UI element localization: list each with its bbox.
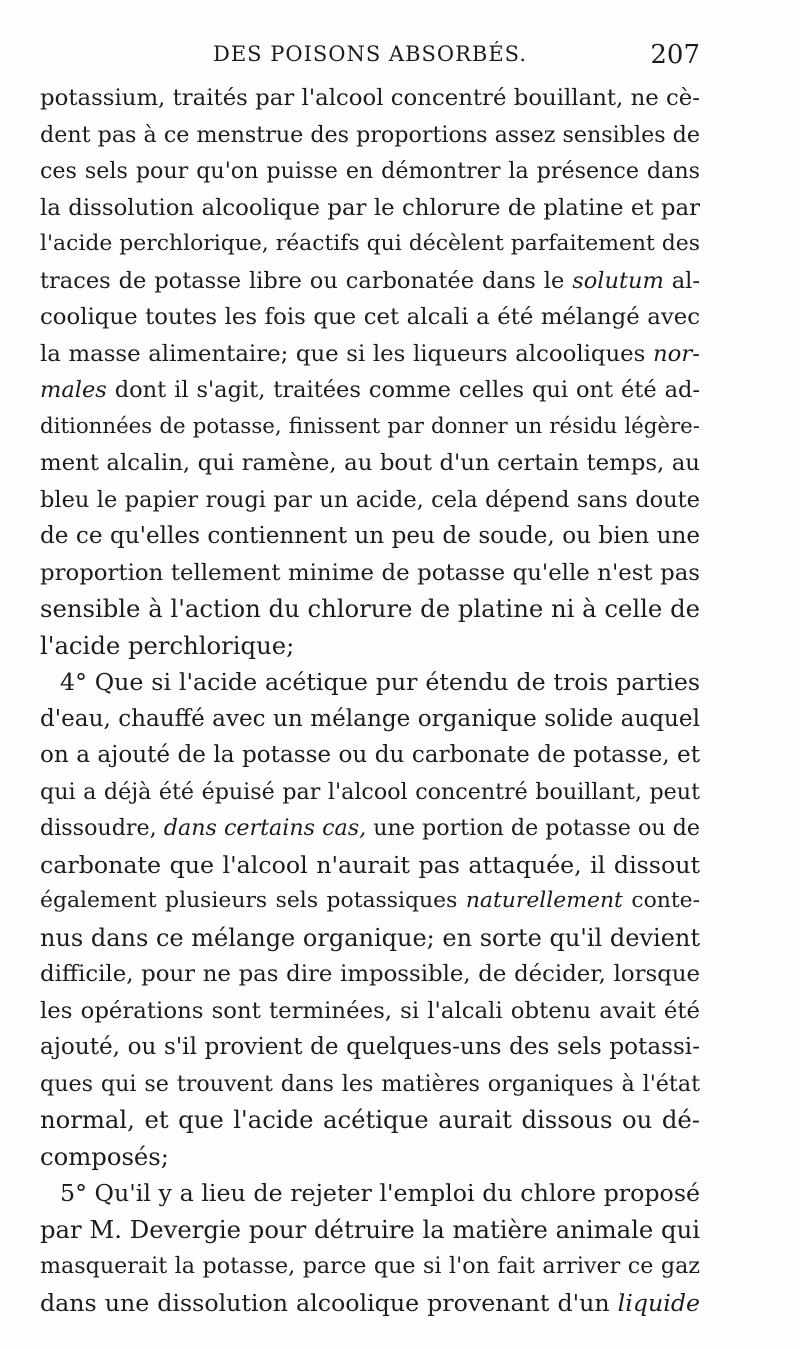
- text-line: [40, 80, 700, 117]
- italic-text: naturellement: [465, 888, 623, 913]
- line-text: sensible à l'action du chlorure de platine ni à celle de: [40, 594, 700, 623]
- text-line: [40, 1212, 700, 1249]
- running-title: DES POISONS ABSORBÉS.: [213, 42, 527, 66]
- text-line: [40, 226, 700, 263]
- line-text: dissoudre,: [40, 815, 164, 841]
- text-line: [40, 518, 700, 555]
- line-text: composés;: [40, 1141, 169, 1171]
- text-line: [40, 190, 700, 227]
- line-text: ces sels pour qu'on puisse en démontrer la présence dans: [40, 158, 700, 184]
- line-text: normal, et que l'acide acétique aurait dissous ou dé-: [40, 1105, 700, 1134]
- text-line: [40, 555, 700, 592]
- text-line: [40, 409, 700, 446]
- line-text: dans une dissolution alcoolique provenant d'un: [40, 1288, 618, 1317]
- line-text: d'eau, chauffé avec un mélange organique solide auquel: [40, 705, 700, 732]
- text-line: [40, 482, 700, 519]
- line-text: ques qui se trouvent dans les matières organiques à l'état: [40, 1070, 700, 1097]
- line-text: la masse alimentaire; que si les liqueurs alcooliques: [40, 340, 653, 367]
- italic-text: dans certains cas,: [163, 815, 367, 841]
- line-text: 4° Que si l'acide acétique pur étendu de trois parties: [60, 668, 700, 696]
- running-header: [40, 38, 700, 74]
- line-text: de ce qu'elles contiennent un peu de soude, ou bien une: [40, 523, 700, 549]
- line-text: par M. Devergie pour détruire la matière animale qui: [40, 1214, 700, 1244]
- line-text: bleu le papier rougi par un acide, cela dépend sans doute: [40, 486, 700, 513]
- line-text: coolique toutes les fois que cet alcali a été mélangé avec: [40, 304, 700, 330]
- italic-text: nor-: [652, 340, 700, 367]
- italic-text: males: [40, 377, 107, 403]
- line-text: ditionnées de potasse, finissent par donner un résidu légère-: [40, 413, 700, 439]
- text-line: [40, 883, 700, 920]
- line-text: carbonate que l'alcool n'aurait pas attaquée, il dissout: [40, 850, 700, 879]
- text-line: [40, 774, 700, 811]
- line-text: 5° Qu'il y a lieu de rejeter l'emploi du chlore proposé: [60, 1179, 700, 1207]
- text-line: [40, 701, 700, 738]
- line-text: qui a déjà été épuisé par l'alcool concentré bouillant, peut: [40, 778, 700, 805]
- text-line: [40, 591, 700, 628]
- text-line: [40, 1175, 700, 1212]
- text-line: [40, 628, 700, 665]
- line-text: ajouté, ou s'il provient de quelques-uns des sels potassi-: [40, 1034, 700, 1060]
- line-text: la dissolution alcoolique par le chlorure de platine et par: [40, 194, 700, 221]
- text-line: [40, 1285, 700, 1322]
- line-text: nus dans ce mélange organique; en sorte qu'il devient: [40, 923, 700, 952]
- line-text: également plusieurs sels potassiques: [40, 888, 466, 913]
- text-line: [40, 1029, 700, 1066]
- text-line: [40, 847, 700, 884]
- text-line: [40, 117, 700, 154]
- text-line: [40, 1248, 700, 1285]
- text-line: [40, 1102, 700, 1139]
- text-line: [40, 153, 700, 190]
- text-line: [40, 445, 700, 482]
- body-text: [40, 80, 700, 1321]
- text-line: [40, 372, 700, 409]
- line-text: l'acide perchlorique, réactifs qui décèlent parfaitement des: [40, 231, 700, 256]
- line-text: masquerait la potasse, parce que si l'on fait arriver ce gaz: [40, 1253, 700, 1279]
- text-line: [40, 737, 700, 774]
- line-text: dont il s'agit, traitées comme celles qui ont été ad-: [106, 377, 700, 403]
- line-text: les opérations sont terminées, si l'alcali obtenu avait été: [40, 997, 700, 1024]
- text-line: [40, 299, 700, 336]
- line-text: al-: [663, 267, 700, 294]
- text-line: [40, 263, 700, 300]
- text-line: [40, 810, 700, 847]
- line-text: potassium, traités par l'alcool concentré bouillant, ne cè-: [40, 85, 700, 111]
- line-text: ment alcalin, qui ramène, au bout d'un certain temps, au: [40, 450, 700, 476]
- text-line: [40, 1139, 700, 1176]
- text-line: [40, 664, 700, 701]
- line-text: difficile, pour ne pas dire impossible, de décider, lorsque: [40, 961, 700, 987]
- page-number: 207: [650, 40, 700, 70]
- line-text: conte-: [622, 888, 701, 913]
- text-line: [40, 920, 700, 957]
- line-text: l'acide perchlorique;: [40, 630, 295, 660]
- italic-text: liquide: [617, 1288, 700, 1317]
- text-line: [40, 993, 700, 1030]
- line-text: on a ajouté de la potasse ou du carbonate de potasse, et: [40, 742, 700, 768]
- line-text: une portion de potasse ou de: [366, 815, 701, 841]
- text-line: [40, 956, 700, 993]
- italic-text: solutum: [572, 267, 664, 294]
- line-text: proportion tellement minime de potasse qu'elle n'est pas: [40, 559, 700, 586]
- line-text: dent pas à ce menstrue des proportions assez sensibles de: [40, 121, 700, 148]
- text-line: [40, 1066, 700, 1103]
- text-line: [40, 336, 700, 373]
- line-text: traces de potasse libre ou carbonatée dans le: [40, 267, 573, 294]
